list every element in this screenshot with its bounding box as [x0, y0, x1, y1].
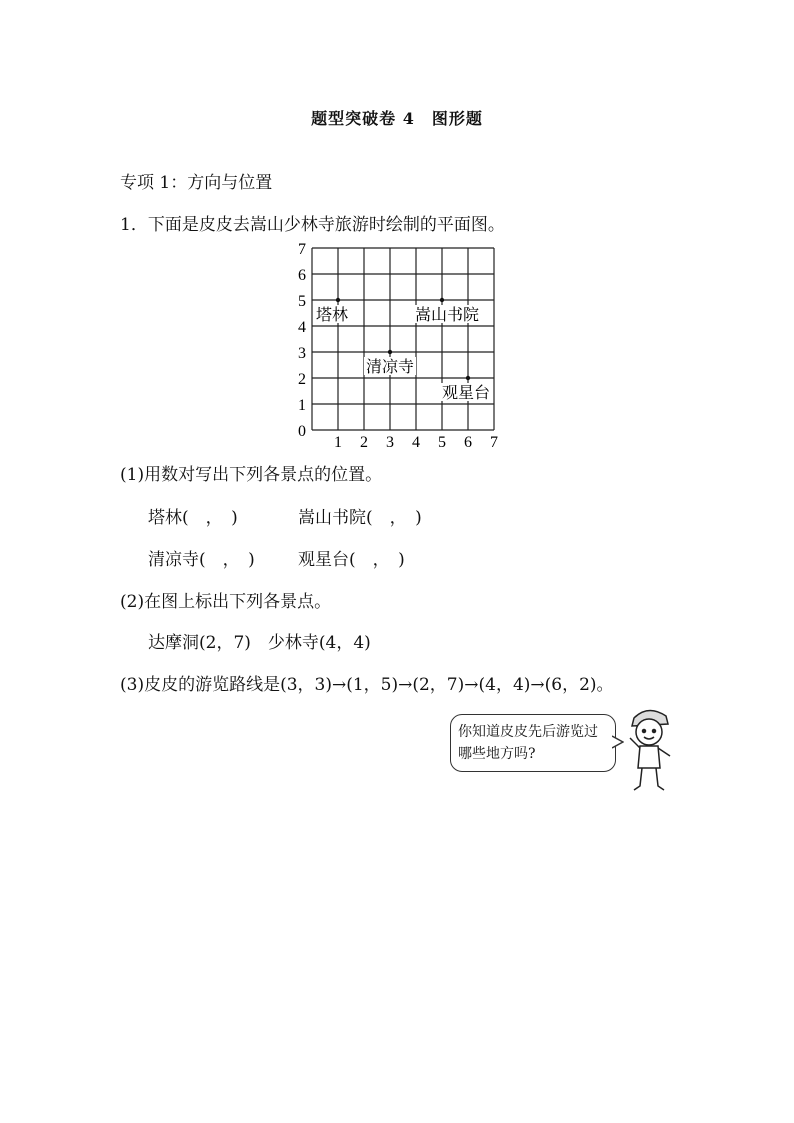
x-tick-label: 4: [412, 434, 420, 451]
y-tick-label: 6: [298, 267, 306, 284]
grid-point: [388, 350, 392, 354]
speech-bubble-text: 你知道皮皮先后游览过哪些地方吗?: [458, 724, 598, 762]
x-tick-label: 3: [386, 434, 394, 451]
page-title: 题型突破卷 4 图形题: [311, 109, 483, 128]
point-label: 观星台: [442, 383, 491, 402]
answer-tatlin: 塔林( ， ): [148, 508, 238, 528]
y-tick-label: 0: [298, 423, 306, 440]
y-tick-label: 1: [298, 397, 306, 414]
point-label: 清凉寺: [366, 357, 415, 376]
x-tick-label: 2: [360, 434, 368, 451]
section-heading: 专项 1：方向与位置: [120, 173, 273, 193]
answer-songshan-academy: 嵩山书院( ， ): [298, 508, 422, 528]
x-tick-label: 1: [334, 434, 342, 451]
y-tick-label: 5: [298, 293, 306, 310]
point-label: 嵩山书院: [415, 305, 480, 324]
grid-point: [466, 376, 470, 380]
grid-point: [336, 298, 340, 302]
y-tick-label: 4: [298, 319, 306, 336]
y-tick-label: 3: [298, 345, 306, 362]
grid-point: [440, 298, 444, 302]
y-tick-label: 7: [298, 241, 306, 258]
answer-qingliang-temple: 清凉寺( ， ): [148, 550, 255, 570]
y-tick-label: 2: [298, 371, 306, 388]
x-tick-label: 6: [464, 434, 472, 451]
part-2-items: 达摩洞(2，7) 少林寺(4，4): [148, 633, 371, 653]
question-1-text: 1．下面是皮皮去嵩山少林寺旅游时绘制的平面图。: [120, 215, 505, 235]
part-1-label: (1)用数对写出下列各景点的位置。: [120, 465, 383, 485]
x-tick-label: 7: [490, 434, 498, 451]
boy-character-icon: [618, 704, 678, 796]
x-tick-label: 5: [438, 434, 446, 451]
part-2-label: (2)在图上标出下列各景点。: [120, 592, 332, 612]
coordinate-grid: [288, 238, 508, 453]
part-3-label: (3)皮皮的游览路线是(3，3)→(1，5)→(2，7)→(4，4)→(6，2)。: [120, 675, 614, 695]
point-label: 塔林: [316, 305, 349, 324]
answer-observatory: 观星台( ， ): [298, 550, 405, 570]
